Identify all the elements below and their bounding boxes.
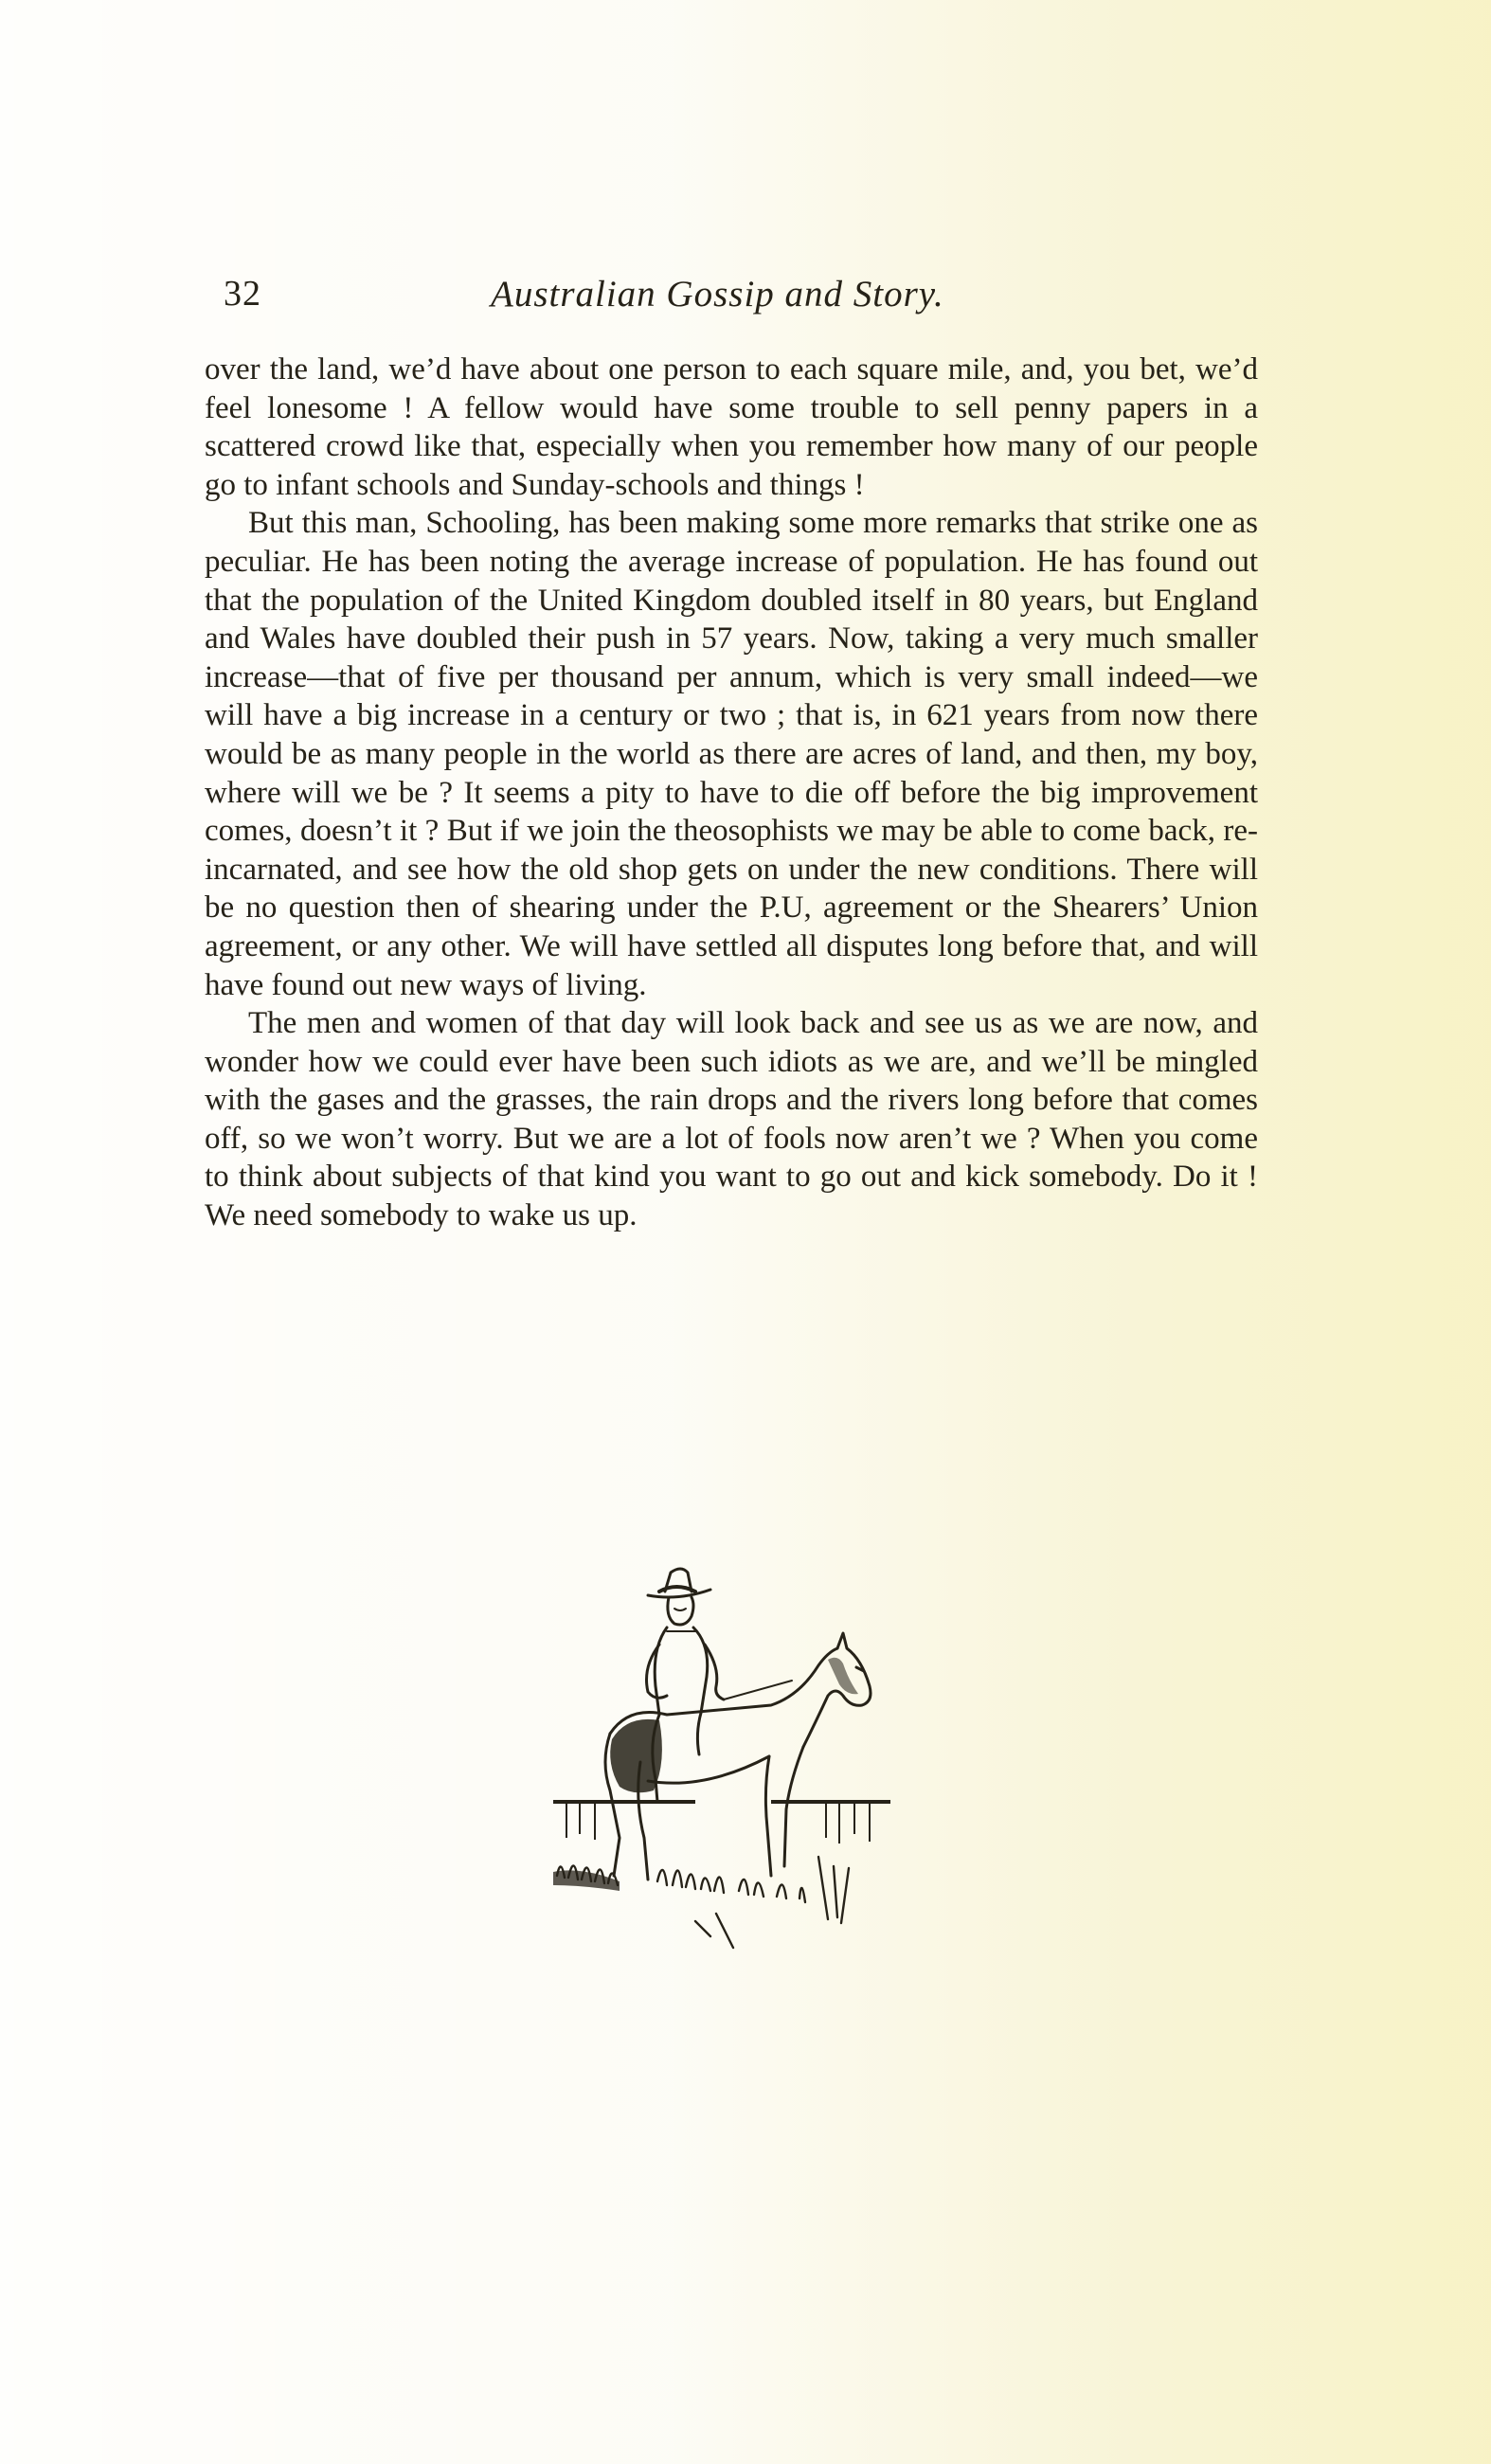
- page-number: 32: [224, 274, 261, 314]
- horseman-icon: [553, 1554, 894, 1951]
- running-title: Australian Gossip and Story.: [491, 274, 944, 315]
- paragraph-schooling: But this man, Schooling, has been making some more remarks that strike one as peculiar. He has been noting the average increase of population. He has found out that the population of the United Kingdom doubled itself in 80 years, but England and Wales have doubled their push in 57 years. Now, taking a very much smaller increase—that of five per thousand per annum, which is very small indeed—we will have a big increase in a century or two ; that is, in 621 years from now there would be as many people in the world as there are acres of land, and then, my boy, where will we be ? It seems a pity to have to die off before the big improvement comes, doesn’t it ? But if we join the theosophists we may be able to come back, re-incarnated, and see how the old shop gets on under the new conditions. There will be no question then of shearing under the P.U, agreement or the Shearers’ Union agreement, or any other. We will have settled all disputes long before that, and will have found out new ways of living.: [205, 506, 1258, 1002]
- paragraph-future: The men and women of that day will look back and see us as we are now, and wonder how we could ever have been such idiots as we are, and we’ll be mingled with the gases and the grasses, the rain drops and the rivers long before that comes off, so we won’t worry. But we are a lot of fools now aren’t we ? When you come to think about subjects of that kind you want to go out and kick somebody. Do it ! We need somebody to wake us up.: [205, 1006, 1258, 1233]
- body-text: [205, 351, 1258, 1235]
- paragraph-continued: over the land, we’d have about one person to each square mile, and, you bet, we’d feel lonesome ! A fellow would have some trouble to sell penny papers in a scattered crowd like that, especially when you remember how many of our people go to infant schools and Sunday-schools and things !: [205, 352, 1258, 502]
- horseman-illustration: [553, 1554, 894, 1951]
- running-head: [224, 273, 1256, 320]
